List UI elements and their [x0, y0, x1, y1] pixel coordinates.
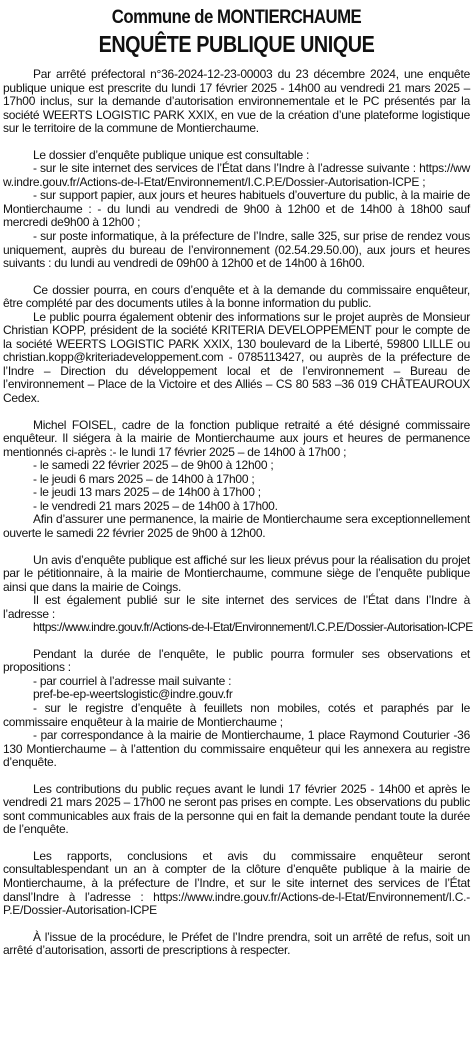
observations-courriel: - par courriel à l’adresse mail suivante :: [33, 673, 232, 688]
paragraph-arrete: Par arrêté préfectoral n°36-2024-12-23-00003 du 23 décembre 2024, une enquête publique unique est prescrite du lundi 17 février 2025 - 14h00 au vendredi 21 mars 2025 – 17h00 inclus, sur la demande d’autorisation environnementale et le PC présentés par la société WEERTS LOGISTIC PARK XXIX, en vue de la création d’une plateforme logistique sur le territoire de la commune de Montierchaume.: [3, 67, 470, 136]
permanence-item: - le jeudi 13 mars 2025 – de 14h00 à 17h00 ;: [33, 485, 261, 500]
paragraph-issue: À l’issue de la procédure, le Préfet de l’Indre prendra, soit un arrêté de refus, soit un arrêté d’autorisation, assorti de prescriptions à respecter.: [3, 929, 470, 958]
commune-title: Commune de MONTIERCHAUME: [111, 6, 362, 28]
observations-registre: - sur le registre d’enquête à feuillets non mobiles, cotés et paraphés par le commissaire enquêteur à la mairie de Montierchaume ;: [3, 700, 470, 729]
paragraph-permanence-samedi: Afin d’assurer une permanence, la mairie de Montierchaume sera exceptionnellement ouverte le samedi 22 février 2025 de 9h00 à 12h00.: [3, 512, 470, 540]
paragraph-dossier-poste: - sur poste informatique, à la préfecture de l’Indre, salle 325, sur prise de rendez vous uniquement, auprès du bureau de l’environnement (02.54.29.50.00), aux jours et heures suivants : du lundi au vendredi de 09h00 à 12h00 et de 14h00 à 16h00.: [3, 229, 470, 271]
notice-headline: ENQUÊTE PUBLIQUE UNIQUE: [98, 31, 375, 57]
permanence-item: - le samedi 22 février 2025 – de 9h00 à 12h00 ;: [33, 458, 274, 473]
permanence-item: - le jeudi 6 mars 2025 – de 14h00 à 17h00 ;: [33, 471, 255, 486]
paragraph-dossier-internet: - sur le site internet des services de l’État dans l’Indre à l’adresse suivante : https://www.indre.gouv.fr/Actions-de-l-Etat/Environnement/I.C.P.E/Dossier-Autorisation-ICPE ;: [3, 161, 470, 189]
notice-body: [3, 67, 473, 958]
paragraph-complement: Ce dossier pourra, en cours d’enquête et à la demande du commissaire enquêteur, être complété par des documents utiles à la bonne information du public.: [3, 282, 470, 311]
paragraph-contributions: Les contributions du public reçues avant le lundi 17 février 2025 - 14h00 et après le vendredi 21 mars 2025 – 17h00 ne seront pas prises en compte. Les observations du public sont communicables aux frais de la personne qui en fait la demande pendant toute la durée de l’enquête.: [3, 781, 470, 837]
paragraph-avis-affiche: Un avis d’enquête publique est affiché sur les lieux prévus pour la réalisation du projet par le pétitionnaire, à la mairie de Montierchaume, commune siège de l’enquête publique ainsi que dans la mairie de Coings.: [3, 552, 470, 594]
paragraph-observations-intro: Pendant la durée de l’enquête, le public pourra formuler ses observations et propositions :: [3, 646, 470, 675]
paragraph-informations: Le public pourra également obtenir des informations sur le projet auprès de Monsieur Christian KOPP, président de la société KRITERIA DEVELOPPEMENT pour le compte de la société WEERTS LOGISTIC PARK XXIX, 130 boulevard de la Liberté, 59800 LILLE ou christian.kopp@kriteriadeveloppement.com - 0785113427, ou auprès de la préfecture de l’Indre – Direction du développement local et de l’environnement – Bureau de l’environnement – Place de la Victoire et des Alliés – CS 80 583 –36 019 CHÂTEAUROUX Cedex.: [3, 309, 470, 406]
observations-email-link[interactable]: pref-be-ep-weertslogistic@indre.gouv.fr: [33, 687, 233, 702]
paragraph-commissaire: Michel FOISEL, cadre de la fonction publique retraité a été désigné commissaire enquêteur. Il siégera à la mairie de Montierchaume aux jours et heures de permanence mentionnés ci-après :- le lundi 17 février 2025 – de 14h00 à 17h00 ;: [3, 417, 470, 459]
paragraph-avis-internet: Il est également publié sur le site internet des services de l’État dans l’Indre à l’adresse :: [3, 593, 470, 621]
paragraph-rapports: Les rapports, conclusions et avis du commissaire enquêteur seront consultablespendant un an à compter de la clôture d’enquête publique à la mairie de Montierchaume, à la préfecture de l’Indre, et sur le site internet des services de l’État dansl’Indre à l’adresse : https://www.indre.gouv.fr/Actions-de-l-Etat/Environnement/I.C.-P.E/Dossier-Autorisation-ICPE: [3, 848, 470, 918]
permanence-item: - le vendredi 21 mars 2025 – de 14h00 à 17h00.: [33, 498, 278, 513]
paragraph-dossier-intro: Le dossier d’enquête publique unique est consultable :: [33, 147, 310, 162]
paragraph-dossier-papier: - sur support papier, aux jours et heures habituels d’ouverture du public, à la mairie de Montierchaume : - du lundi au vendredi de 9h00 à 12h00 et de 14h00 à 18h00 sauf mercredi de9h00 à 12h00 ;: [3, 188, 470, 230]
dossier-url-link[interactable]: https://www.indre.gouv.fr/Actions-de-l-Etat/Environnement/I.C.P.E/Dossier-Autorisation-ICPE: [33, 620, 473, 635]
url-dossier[interactable]: [3, 620, 473, 635]
observations-correspondance: - par correspondance à la mairie de Montierchaume, 1 place Raymond Couturier -36 130 Montierchaume – à l’attention du commissaire enquêteur qui les annexera au registre d’enquête.: [3, 728, 470, 770]
